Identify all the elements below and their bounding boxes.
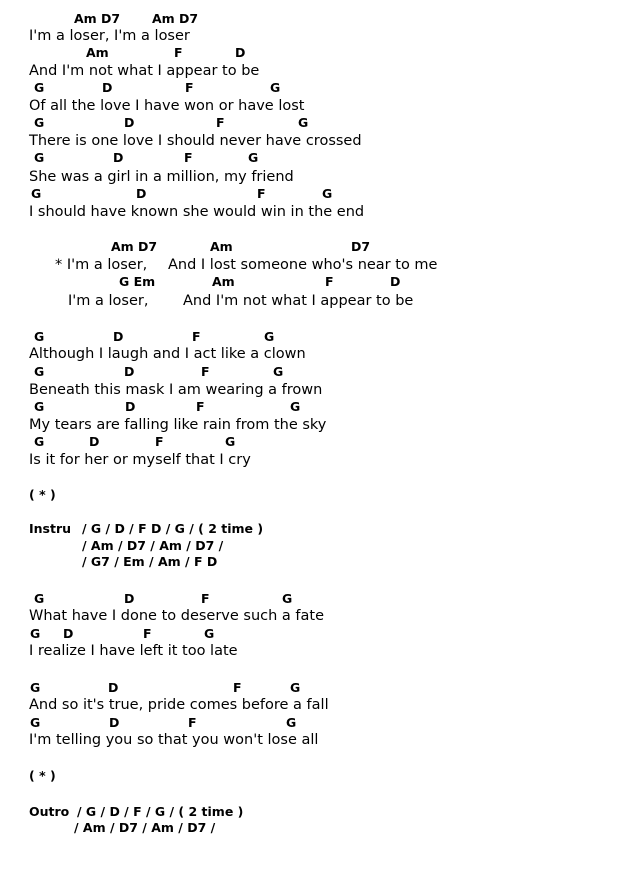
chord: F <box>216 115 225 130</box>
chord: G <box>290 680 301 695</box>
lyric-line: I'm telling you so that you won't lose all <box>29 732 319 748</box>
lyric-line: There is one love I should never have crossed <box>29 133 362 149</box>
chord: G <box>282 591 293 606</box>
chord: G <box>34 115 45 130</box>
outro-chords: / G / D / F / G / ( 2 time ) <box>77 804 244 819</box>
outro-chords: / Am / D7 / Am / D7 / <box>74 820 216 835</box>
chord: F <box>188 715 197 730</box>
instrumental-chords: / Am / D7 / Am / D7 / <box>82 538 224 553</box>
chord: G <box>322 186 333 201</box>
chord: G <box>290 399 301 414</box>
lyric-line: And I'm not what I appear to be <box>183 293 414 309</box>
chord: D <box>136 186 147 201</box>
chord: G <box>204 626 215 641</box>
lyric-line: And I lost someone who's near to me <box>168 257 438 273</box>
chord: D <box>124 115 135 130</box>
lyric-line: I'm a loser, <box>68 293 149 309</box>
chord: Am <box>210 239 233 254</box>
chord: F <box>185 80 194 95</box>
outro-label: Outro <box>29 804 70 819</box>
chord: D <box>235 45 246 60</box>
chord: G <box>34 150 45 165</box>
chord: D7 <box>351 239 371 254</box>
chord: F <box>192 329 201 344</box>
chord: D <box>113 329 124 344</box>
chord: D <box>63 626 74 641</box>
chord: D <box>113 150 124 165</box>
chord: G <box>264 329 275 344</box>
lyric-line: Although I laugh and I act like a clown <box>29 346 306 362</box>
chord: Am D7 <box>74 11 121 26</box>
chord: G <box>225 434 236 449</box>
chord: Am <box>212 274 235 289</box>
lyric-line: My tears are falling like rain from the sky <box>29 417 327 433</box>
chord: D <box>124 364 135 379</box>
chord: D <box>109 715 120 730</box>
instrumental-label: Instru <box>29 521 72 536</box>
chord: D <box>102 80 113 95</box>
chord: G Em <box>119 274 156 289</box>
chord: D <box>125 399 136 414</box>
lyric-line: * I'm a loser, <box>55 257 148 273</box>
instrumental-chords: / G / D / F D / G / ( 2 time ) <box>82 521 264 536</box>
chord: F <box>201 364 210 379</box>
chord: F <box>155 434 164 449</box>
chord: G <box>30 715 41 730</box>
lyric-line: I'm a loser, I'm a loser <box>29 28 190 44</box>
chord: G <box>34 364 45 379</box>
chord: F <box>233 680 242 695</box>
chord: G <box>34 329 45 344</box>
chord: G <box>34 80 45 95</box>
lyric-line: And so it's true, pride comes before a fall <box>29 697 329 713</box>
chord: G <box>298 115 309 130</box>
chord: Am <box>86 45 109 60</box>
chord: G <box>248 150 259 165</box>
chord: D <box>390 274 401 289</box>
chord: G <box>286 715 297 730</box>
chorus-reference: ( * ) <box>29 487 56 502</box>
chord: F <box>201 591 210 606</box>
lyric-line: Beneath this mask I am wearing a frown <box>29 382 323 398</box>
chord: F <box>196 399 205 414</box>
lyric-line: And I'm not what I appear to be <box>29 63 260 79</box>
chord: F <box>143 626 152 641</box>
lyric-line: I should have known she would win in the end <box>29 204 365 220</box>
chord: G <box>30 680 41 695</box>
instrumental-chords: / G7 / Em / Am / F D <box>82 554 218 569</box>
chord: D <box>89 434 100 449</box>
chord: G <box>31 186 42 201</box>
lyric-line: I realize I have left it too late <box>29 643 238 659</box>
chord: F <box>257 186 266 201</box>
chord: G <box>34 591 45 606</box>
chord: G <box>30 626 41 641</box>
chord: G <box>273 364 284 379</box>
chord: G <box>270 80 281 95</box>
chord: F <box>174 45 183 60</box>
lyric-line: Of all the love I have won or have lost <box>29 98 305 114</box>
chord: D <box>108 680 119 695</box>
chord: F <box>325 274 334 289</box>
chord: G <box>34 399 45 414</box>
chorus-reference: ( * ) <box>29 768 56 783</box>
lyric-line: Is it for her or myself that I cry <box>29 452 251 468</box>
lyric-line: She was a girl in a million, my friend <box>29 169 294 185</box>
chord: Am D7 <box>152 11 199 26</box>
chord: F <box>184 150 193 165</box>
chord: D <box>124 591 135 606</box>
chord: Am D7 <box>111 239 158 254</box>
chord: G <box>34 434 45 449</box>
lyric-line: What have I done to deserve such a fate <box>29 608 325 624</box>
